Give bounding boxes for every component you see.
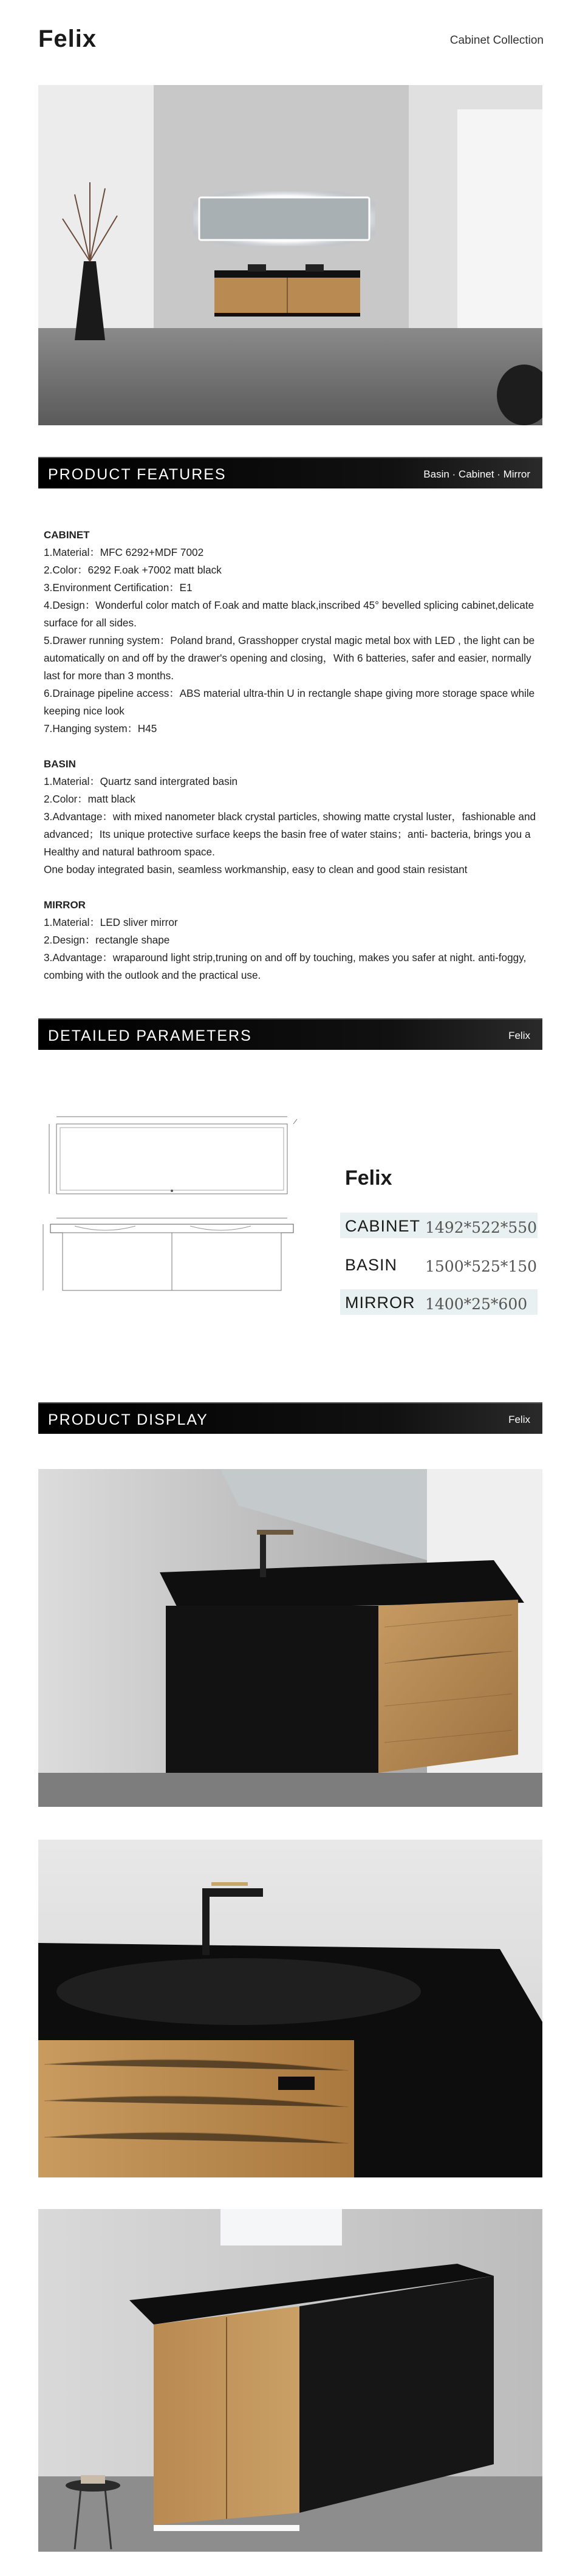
- cabinet-line-1: 1.Material：MFC 6292+MDF 7002: [44, 546, 204, 558]
- technical-drawing: [38, 1100, 299, 1331]
- product-features-title: PRODUCT FEATURES: [48, 466, 227, 483]
- cabinet-line-6: 6.Drainage pipeline access：ABS material ultra-thin U in rectangle shape giving more storage space while keeping nice look: [44, 687, 535, 717]
- spec-row-cabinet: [340, 1213, 538, 1238]
- detailed-parameters-title: DETAILED PARAMETERS: [48, 1027, 252, 1044]
- cabinet-line-4: 4.Design：Wonderful color match of F.oak and matte black,inscribed 45° bevelled splicing cabinet,delicate surface for all sides.: [44, 599, 534, 629]
- collection-label: Cabinet Collection: [449, 34, 544, 47]
- basin-line-3: 3.Advantage：with mixed nanometer black crystal particles, showing matte crystal luster，fashionable and advanced；Its unique protective surface keeps the basin free of water stains；anti- bacteria, brings you a Healthy and natural bathroom space.: [44, 810, 536, 858]
- product-display-title: PRODUCT DISPLAY: [48, 1411, 208, 1428]
- hero-bathroom-photo: [38, 85, 542, 425]
- basin-line-1: 1.Material：Quartz sand intergrated basin: [44, 775, 238, 787]
- features-text: [44, 526, 542, 984]
- mirror-line-2: 2.Design：rectangle shape: [44, 934, 170, 946]
- spec-value: 1492*522*550: [425, 1219, 538, 1236]
- cabinet-line-2: 2.Color：6292 F.oak +7002 matt black: [44, 564, 222, 576]
- brand-title: Felix: [38, 26, 97, 52]
- spec-value: 1400*25*600: [425, 1295, 528, 1313]
- mirror-heading: MIRROR: [44, 899, 86, 911]
- page-header: [0, 0, 577, 73]
- display-photo-1: [38, 1469, 542, 1807]
- basin-heading: BASIN: [44, 758, 76, 770]
- basin-line-4: One boday integrated basin, seamless workmanship, easy to clean and good stain resistant: [44, 863, 468, 875]
- params-title: Felix: [345, 1166, 392, 1190]
- product-features-bar: [38, 457, 542, 488]
- spec-key: CABINET: [345, 1217, 421, 1235]
- mirror-line-3: 3.Advantage：wraparound light strip,truning on and off by touching, makes you safer at night. anti-foggy, combing with the outlook and the practical use.: [44, 951, 527, 981]
- cabinet-line-3: 3.Environment Certification：E1: [44, 581, 193, 594]
- detailed-parameters-bar: [38, 1018, 542, 1050]
- spec-row-mirror: [340, 1289, 538, 1315]
- spec-key: MIRROR: [345, 1293, 415, 1312]
- basin-line-2: 2.Color：matt black: [44, 793, 135, 805]
- mirror-line-1: 1.Material：LED sliver mirror: [44, 916, 178, 928]
- spec-key: BASIN: [345, 1256, 398, 1274]
- display-photo-2: [38, 1840, 542, 2177]
- cabinet-heading: CABINET: [44, 529, 90, 541]
- cabinet-line-7: 7.Hanging system：H45: [44, 722, 157, 735]
- cabinet-line-5: 5.Drawer running system：Poland brand, Grasshopper crystal magic metal box with LED , the light can be automatically on and off by the drawer's opening and closing，With 6 batteries, safer and easier, normally last for more than 3 months.: [44, 634, 535, 682]
- product-features-subtitle: Basin · Cabinet · Mirror: [423, 468, 530, 480]
- product-display-subtitle: Felix: [508, 1414, 530, 1425]
- product-display-bar: [38, 1402, 542, 1434]
- detailed-parameters-subtitle: Felix: [508, 1030, 530, 1041]
- spec-value: 1500*525*150: [425, 1258, 538, 1275]
- spec-row-basin: [340, 1252, 538, 1277]
- display-photo-3: [38, 2209, 542, 2552]
